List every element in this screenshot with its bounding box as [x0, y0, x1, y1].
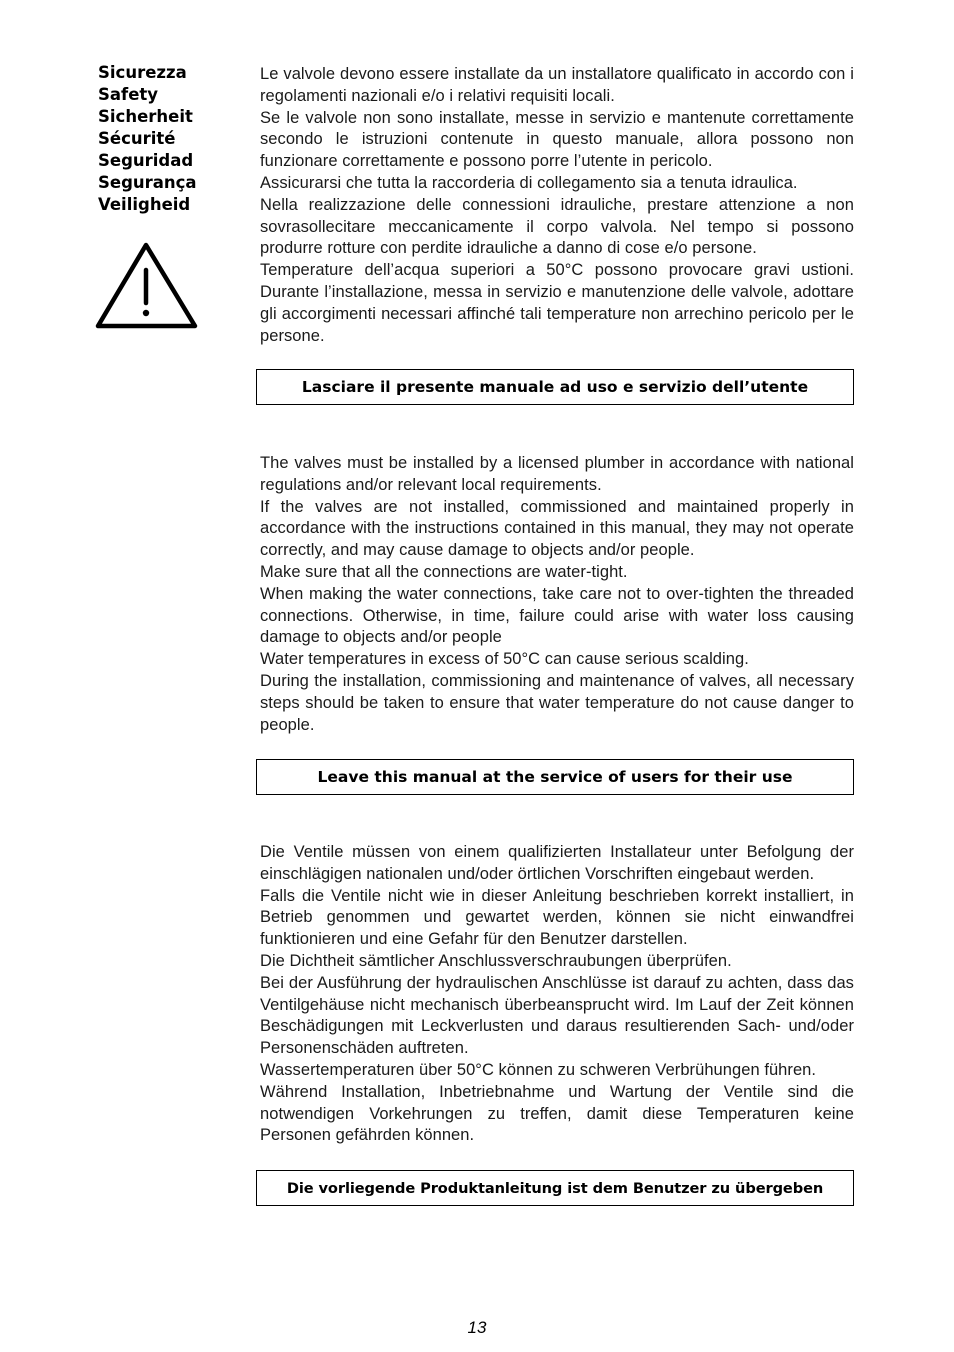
italian-paragraph-1: Le valvole devono essere installate da un installatore qualificato in accordo con i regolamenti nazionali e/o i relativi requisiti locali. [260, 65, 854, 105]
german-paragraph-2: Falls die Ventile nicht wie in dieser Anleitung beschrieben korrekt installiert, in Betrieb genommen und gewartet werden, können sie nicht einwandfrei funktionieren und eine Gefahr für den Benutzer darstellen. [260, 886, 854, 949]
section-italian [260, 64, 854, 347]
german-paragraph-4: Bei der Ausführung der hydraulischen Anschlüsse ist darauf zu achten, dass das Ventilgehäuse nicht mechanisch überbeansprucht wird. Im Lauf der Zeit können Beschädigungen mit Leckverlusten und daraus resultierenden Sach- und/oder Personenschäden auftreten. [260, 973, 854, 1058]
english-paragraph-4: When making the water connections, take care not to over-tighten the threaded connections. Otherwise, in time, failure could arise with water loss causing damage to objects and/or people [260, 584, 854, 647]
page-number: 13 [467, 1318, 487, 1337]
heading-spanish: Seguridad [98, 151, 194, 170]
heading-english: Safety [98, 85, 159, 104]
italian-paragraph-4: Nella realizzazione delle connessioni idrauliche, prestare attenzione a non sovrasollecitare meccanicamente il corpo valvola. Nel tempo si possono produrre rotture con perdite idrauliche a danno di cose e/o persone. [260, 195, 854, 258]
german-paragraph-6: Während Installation, Inbetriebnahme und Wartung der Ventile sind die notwendigen Vorkehrungen zu treffen, damit diese Temperaturen keine Personen gefährden können. [260, 1082, 854, 1145]
notice-english: Leave this manual at the service of users for their use [256, 759, 854, 795]
english-paragraph-5: Water temperatures in excess of 50°C can cause serious scalding. [260, 650, 749, 669]
section-english [260, 453, 854, 736]
italian-paragraph-2: Se le valvole non sono installate, messe in servizio e mantenute correttamente secondo le istruzioni contenute in questo manuale, allora possono non funzionare correttamente e possono porre l’utente in pericolo. [260, 108, 854, 171]
notice-italian: Lasciare il presente manuale ad uso e servizio dell’utente [256, 369, 854, 405]
german-paragraph-1: Die Ventile müssen von einem qualifizierten Installateur unter Befolgung der einschlägigen nationalen und/oder örtlichen Vorschriften eingebaut werden. [260, 843, 854, 883]
german-paragraph-5: Wassertemperaturen über 50°C können zu schweren Verbrühungen führen. [260, 1060, 817, 1079]
italian-paragraph-5: Temperature dell’acqua superiori a 50°C possono provocare gravi ustioni. Durante l’installazione, messa in servizio e manutenzione delle valvole, adottare gli accorgimenti necessari affinché tali temperature non arrechino pericolo per le persone. [260, 261, 854, 345]
heading-german: Sicherheit [98, 107, 193, 126]
heading-portuguese: Segurança [98, 173, 197, 192]
english-paragraph-6: During the installation, commissioning and maintenance of valves, all necessary steps should be taken to ensure that water temperature do not cause danger to people. [260, 671, 854, 734]
warning-triangle-icon [95, 240, 199, 332]
english-paragraph-2: If the valves are not installed, commissioned and maintained properly in accordance with the instructions contained in this manual, they may not operate correctly, and may cause damage to objects and/or people. [260, 497, 854, 560]
section-german [260, 842, 854, 1147]
notice-german: Die vorliegende Produktanleitung ist dem Benutzer zu übergeben [256, 1170, 854, 1206]
german-paragraph-3: Die Dichtheit sämtlicher Anschlussverschraubungen überprüfen. [260, 951, 732, 970]
heading-french: Sécurité [98, 129, 176, 148]
heading-italian: Sicurezza [98, 63, 187, 82]
english-paragraph-3: Make sure that all the connections are water-tight. [260, 562, 628, 581]
english-paragraph-1: The valves must be installed by a licensed plumber in accordance with national regulations and/or relevant local requirements. [260, 454, 854, 494]
italian-paragraph-3: Assicurarsi che tutta la raccorderia di collegamento sia a tenuta idraulica. [260, 173, 798, 192]
heading-dutch: Veiligheid [98, 195, 191, 214]
safety-headings [98, 62, 228, 216]
